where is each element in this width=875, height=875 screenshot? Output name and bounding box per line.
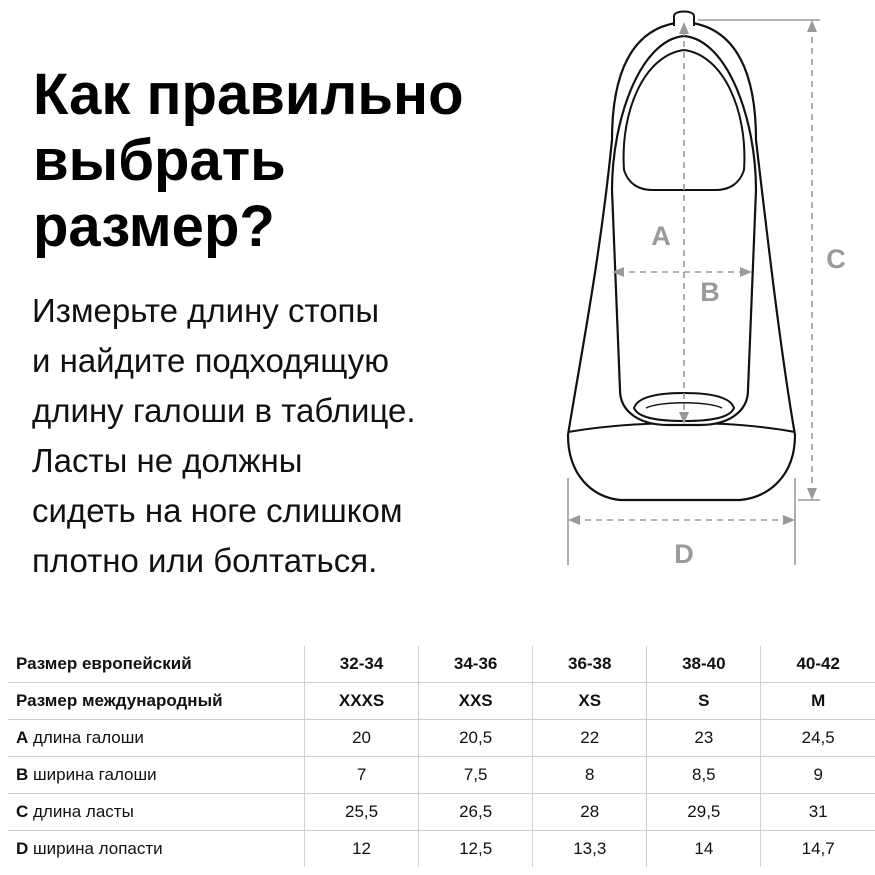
row-label: [8, 757, 305, 794]
table-cell: 20: [305, 720, 419, 757]
table-cell: 31: [761, 794, 875, 831]
instructions-text: [32, 286, 552, 586]
instructions-line: и найдите подходящую: [32, 342, 389, 379]
table-row: [8, 757, 875, 794]
page-title: [33, 62, 553, 260]
table-cell: 14,7: [761, 831, 875, 868]
instructions-line: длину галоши в таблице.: [32, 392, 416, 429]
table-cell: 12: [305, 831, 419, 868]
table-cell: 20,5: [419, 720, 533, 757]
label-d: D: [674, 539, 694, 569]
table-cell: 32-34: [305, 646, 419, 683]
table-cell: 8,5: [647, 757, 761, 794]
instructions-line: Ласты не должны: [32, 442, 303, 479]
table-row: [8, 720, 875, 757]
row-letter: A: [16, 728, 29, 747]
table-cell: 22: [533, 720, 647, 757]
table-cell: 12,5: [419, 831, 533, 868]
table-row: [8, 794, 875, 831]
table-cell: 7: [305, 757, 419, 794]
label-a: A: [651, 221, 671, 251]
table-cell: 36-38: [533, 646, 647, 683]
row-label-text: длина галоши: [33, 728, 144, 747]
title-line: выбрать: [33, 128, 286, 193]
label-c: C: [826, 244, 846, 274]
title-line: Как правильно: [33, 62, 464, 127]
row-label-text: ширина галоши: [33, 765, 157, 784]
row-letter: D: [16, 839, 29, 858]
table-cell: 9: [761, 757, 875, 794]
instructions-line: Измерьте длину стопы: [32, 292, 380, 329]
table-cell: 40-42: [761, 646, 875, 683]
table-row: [8, 683, 875, 720]
table-cell: XXXS: [305, 683, 419, 720]
row-label-text: ширина лопасти: [33, 839, 163, 858]
row-label: [8, 831, 305, 868]
table-cell: S: [647, 683, 761, 720]
table-cell: XXS: [419, 683, 533, 720]
table-row: [8, 646, 875, 683]
instructions-line: сидеть на ноге слишком: [32, 492, 403, 529]
row-label: Размер европейский: [8, 646, 305, 683]
table-cell: 7,5: [419, 757, 533, 794]
table-cell: 14: [647, 831, 761, 868]
table-row: [8, 831, 875, 868]
label-b: B: [700, 277, 720, 307]
table-cell: 26,5: [419, 794, 533, 831]
fin-diagram: [555, 5, 875, 585]
table-cell: 38-40: [647, 646, 761, 683]
table-cell: XS: [533, 683, 647, 720]
title-line: размер?: [33, 194, 275, 259]
row-label: [8, 794, 305, 831]
table-cell: 34-36: [419, 646, 533, 683]
row-label: Размер международный: [8, 683, 305, 720]
row-label: [8, 720, 305, 757]
table-cell: 24,5: [761, 720, 875, 757]
table-cell: 23: [647, 720, 761, 757]
table-cell: M: [761, 683, 875, 720]
table-cell: 28: [533, 794, 647, 831]
row-letter: B: [16, 765, 29, 784]
table-cell: 13,3: [533, 831, 647, 868]
instructions-line: плотно или болтаться.: [32, 542, 378, 579]
table-cell: 25,5: [305, 794, 419, 831]
row-letter: C: [16, 802, 29, 821]
table-cell: 29,5: [647, 794, 761, 831]
size-table: [8, 646, 875, 867]
table-cell: 8: [533, 757, 647, 794]
row-label-text: длина ласты: [33, 802, 134, 821]
